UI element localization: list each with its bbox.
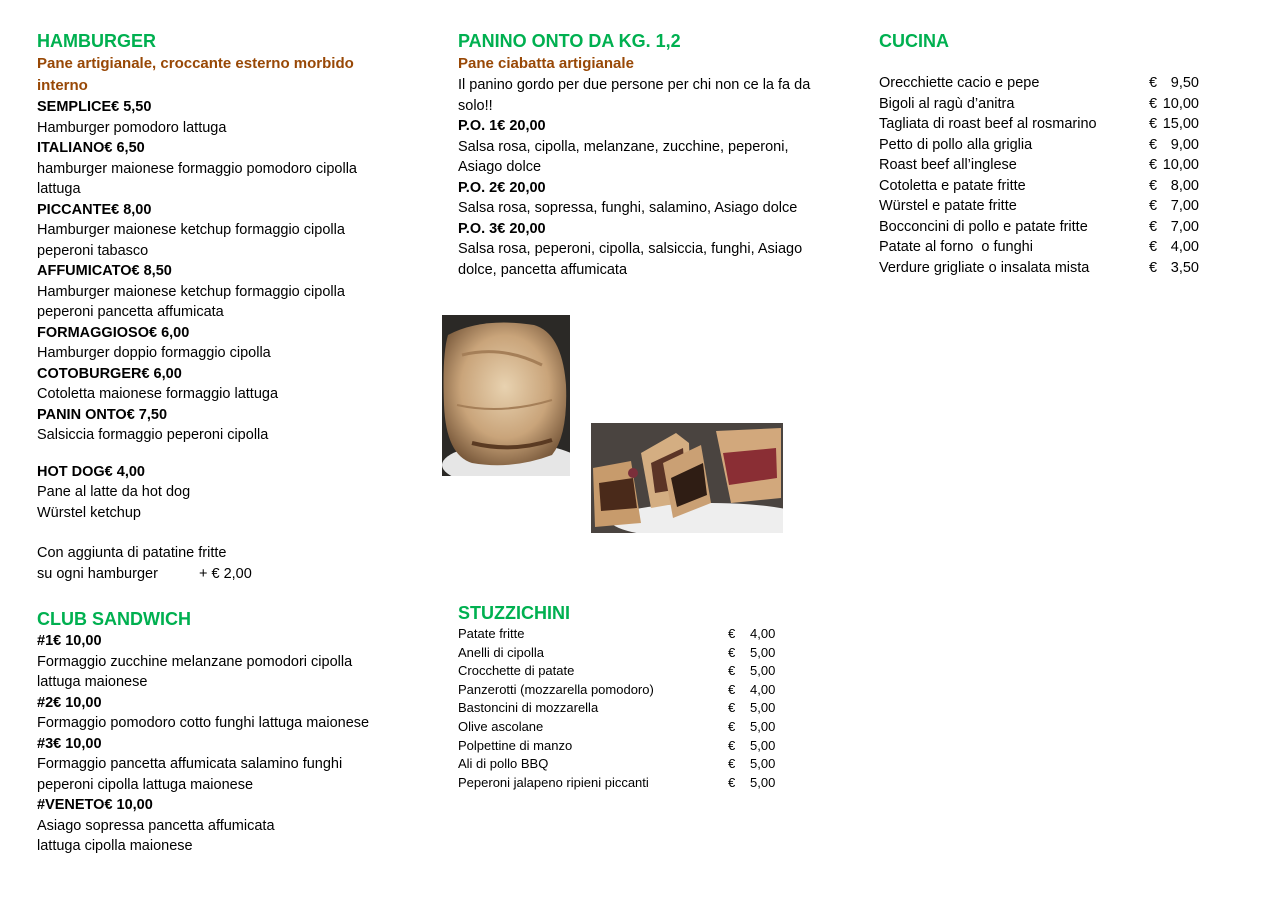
item-price: 5,00 [750,756,776,772]
item-name: PANIN ONTO [37,406,127,423]
item-currency: € [1149,239,1158,255]
panino-onto-whole-photo [442,315,570,476]
item-price: 5,00 [750,663,776,679]
list-item [458,737,788,756]
list-item [879,94,1219,115]
item-price: 5,00 [750,700,776,716]
menu-item [37,97,427,138]
item-description: Salsa rosa, cipolla, melanzane, zucchine, peperoni, Asiago dolce [458,138,789,175]
list-item [879,155,1219,176]
item-price: 10,00 [1162,95,1199,112]
list-item [879,73,1219,94]
item-description: Formaggio zucchine melanzane pomodori cipolla lattuga maionese [37,653,353,690]
cucina-title: CUCINA [879,31,949,51]
item-currency: € [1149,75,1158,91]
hotdog-item [37,462,427,524]
item-description: Hamburger pomodoro lattuga [37,119,227,136]
menu-item [37,795,427,857]
club-sandwich-section [37,608,427,857]
item-name: Polpettine di manzo [458,737,573,753]
list-item [879,135,1219,156]
item-description: Pane al latte da hot dog [37,484,191,500]
item-currency: € [1149,95,1158,112]
item-name: Peperoni jalapeno ripieni piccanti [458,774,649,790]
panino-onto-title: PANINO ONTO DA KG. 1,2 [458,31,681,51]
hamburger-subtitle: Pane artigianale, croccante esterno morbido interno [37,55,354,94]
item-price: 10,00 [1162,157,1199,173]
item-name: #3 [37,735,54,752]
item-price: 7,00 [1170,218,1199,235]
cucina-list [879,73,1219,278]
item-name: Bastoncini di mozzarella [458,700,599,716]
item-price: € 4,00 [104,463,145,480]
item-name: P.O. 3 [458,220,498,237]
panino-onto-section [458,30,828,280]
item-name: Petto di pollo alla griglia [879,136,1033,153]
item-currency: € [728,756,736,772]
item-price: 3,50 [1170,259,1199,276]
item-price: € 20,00 [497,118,546,134]
stuzzichini-list [458,625,788,792]
list-item [879,176,1219,197]
item-price: € 8,00 [111,201,152,218]
item-price: 5,00 [750,644,776,660]
item-name: Olive ascolane [458,718,544,734]
cucina-section [879,30,1219,278]
menu-item [37,364,427,405]
panino-onto-subtitle: Pane ciabatta artigianale [458,55,634,72]
item-price: € 8,50 [131,263,172,279]
item-description: Hamburger doppio formaggio cipolla [37,345,271,361]
item-name: Würstel e patate fritte [879,198,1017,214]
hamburger-list [37,97,427,446]
menu-item [37,693,427,734]
list-item [879,237,1219,258]
item-price: € 10,00 [53,735,102,752]
extra-text: su ogni hamburger [37,565,158,582]
item-name: Anelli di cipolla [458,644,544,660]
item-currency: € [728,774,736,790]
menu-item [37,405,427,446]
item-name: Patate fritte [458,626,525,641]
item-price: 9,50 [1170,75,1199,91]
item-price: 15,00 [1162,116,1199,132]
item-price: 8,00 [1170,177,1199,194]
item-price: 5,00 [750,718,776,734]
item-description: Formaggio pomodoro cotto funghi lattuga maionese [37,715,370,731]
item-description: Salsiccia formaggio peperoni cipolla [37,427,269,443]
panino-onto-intro: Il panino gordo per due persone per chi non ce la fa da solo!! [458,77,811,114]
menu-item [37,261,427,323]
item-price: 5,00 [750,737,776,753]
item-name: Cotoletta e patate fritte [879,177,1026,194]
item-name: PICCANTE [37,201,112,218]
item-name: #2 [37,694,54,711]
item-description: hamburger maionese formaggio pomodoro cipolla lattuga [37,160,357,197]
item-price: 4,00 [750,681,776,697]
item-description: Hamburger maionese ketchup formaggio cipolla peperoni pancetta affumicata [37,283,345,320]
menu-item [37,200,427,262]
list-item [458,644,788,663]
item-name: Orecchiette cacio e pepe [879,75,1040,91]
item-price: € 10,00 [104,797,153,813]
item-price: € 20,00 [497,179,546,196]
item-currency: € [1149,116,1158,132]
item-name: Bocconcini di pollo e patate fritte [879,218,1088,235]
item-currency: € [728,700,736,716]
list-item [879,114,1219,135]
list-item [458,681,788,700]
item-currency: € [728,663,736,679]
item-description: Salsa rosa, sopressa, funghi, salamino, Asiago dolce [458,200,798,216]
item-description: Hamburger maionese ketchup formaggio cipolla peperoni tabasco [37,222,345,259]
item-currency: € [728,718,736,734]
item-currency: € [1149,136,1158,153]
item-price: € 20,00 [497,220,546,237]
item-currency: € [1149,157,1158,173]
item-description: Würstel ketchup [37,504,141,521]
item-description: Formaggio pancetta affumicata salamino funghi peperoni cipolla lattuga maionese [37,756,343,793]
item-price: 5,00 [750,774,776,790]
item-name: Crocchette di patate [458,663,575,679]
item-price: € 10,00 [53,633,102,649]
list-item [879,258,1219,279]
item-name: Tagliata di roast beef al rosmarino [879,116,1097,132]
item-name: P.O. 1 [458,118,498,134]
list-item [458,625,788,644]
menu-item [458,219,828,281]
item-price: € 6,00 [141,365,182,382]
list-item [879,217,1219,238]
item-price: 4,00 [750,626,776,641]
item-price: € 7,50 [126,406,168,423]
item-name: Roast beef all’inglese [879,157,1017,173]
stuzzichini-section [458,602,788,792]
menu-item [458,178,828,219]
club-sandwich-title: CLUB SANDWICH [37,609,191,629]
item-description: Asiago sopressa pancetta affumicata lattuga cipolla maionese [37,817,275,854]
list-item [458,718,788,737]
item-name: Patate al forno o funghi [879,239,1033,255]
item-name: Bigoli al ragù d’anitra [879,95,1015,112]
extra-text: Con aggiunta di patatine fritte [37,545,227,561]
item-description: Cotoletta maionese formaggio lattuga [37,386,279,402]
item-currency: € [1149,259,1158,276]
item-name: COTOBURGER [37,365,142,382]
panino-onto-sliced-photo [591,423,783,533]
item-name: HOT DOG [37,463,105,480]
extra-price: + € 2,00 [199,565,252,582]
item-name: #1 [37,633,54,649]
item-name: SEMPLICE [37,99,112,115]
hamburger-section [37,30,427,584]
menu-item [37,323,427,364]
item-currency: € [1149,218,1158,235]
list-item [458,662,788,681]
item-name: P.O. 2 [458,179,498,196]
hamburger-title: HAMBURGER [37,31,156,51]
list-item [458,774,788,793]
item-name: #VENETO [37,797,105,813]
item-name: Panzerotti (mozzarella pomodoro) [458,681,654,697]
item-currency: € [1149,198,1158,214]
item-price: € 10,00 [53,694,102,711]
list-item [458,699,788,718]
item-price: 4,00 [1170,239,1199,255]
item-price: € 5,50 [111,99,152,115]
item-name: ITALIANO [37,140,105,156]
item-name: AFFUMICATO [37,263,132,279]
item-currency: € [728,737,736,753]
list-item [458,755,788,774]
item-currency: € [728,681,736,697]
stuzzichini-title: STUZZICHINI [458,603,570,623]
item-name: FORMAGGIOSO [37,324,149,341]
menu-item [37,734,427,796]
item-price: € 6,00 [148,324,190,341]
item-price: 9,00 [1170,136,1199,153]
menu-item [37,138,427,200]
item-currency: € [728,644,736,660]
fries-extra [37,543,427,584]
item-price: € 6,50 [104,140,145,156]
item-description: Salsa rosa, peperoni, cipolla, salsiccia, funghi, Asiago dolce, pancetta affumicata [458,241,803,278]
item-name: Verdure grigliate o insalata mista [879,259,1090,276]
list-item [879,196,1219,217]
item-currency: € [1149,177,1158,194]
item-name: Ali di pollo BBQ [458,756,549,772]
item-currency: € [728,626,736,641]
menu-item [458,116,828,178]
menu-item [37,631,427,693]
item-price: 7,00 [1170,198,1199,214]
